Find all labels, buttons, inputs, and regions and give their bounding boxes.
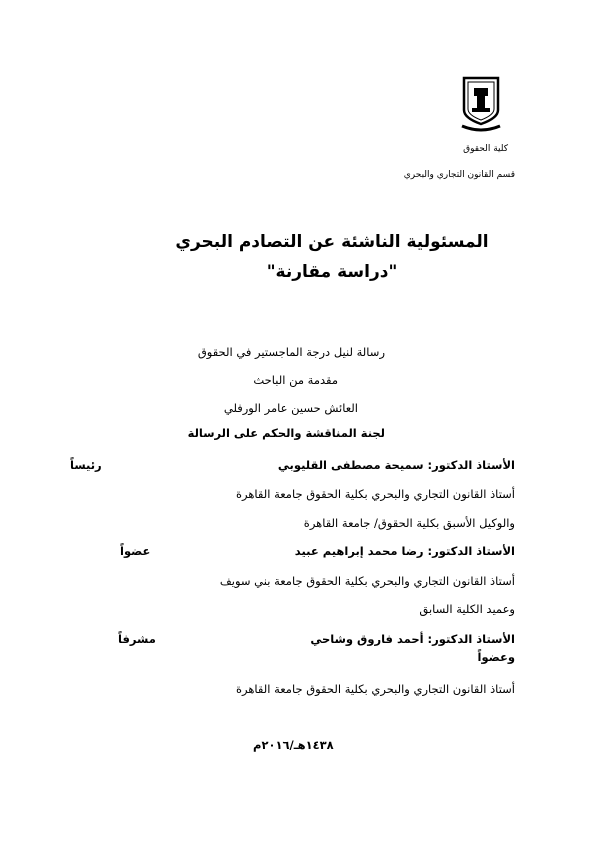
- committee-member-title: والوكيل الأسبق بكلية الحقوق/ جامعة القاهرة: [303, 516, 515, 530]
- committee-member-name: الأستاذ الدكتور: سميحة مصطفى القليوبي: [277, 458, 515, 472]
- committee-member-title: وعميد الكلية السابق: [419, 602, 515, 616]
- presented-by: مقدمة من الباحث: [253, 373, 338, 387]
- committee-member-role: رئيساً: [70, 458, 102, 472]
- committee-member-role-2: وعضواً: [477, 650, 515, 664]
- thesis-purpose: رسالة لنيل درجة الماجستير في الحقوق: [197, 345, 385, 359]
- committee-heading: لجنة المناقشة والحكم على الرسالة: [187, 426, 385, 440]
- committee-member-title: أستاذ القانون التجاري والبحري بكلية الحقوق جامعة القاهرة: [235, 682, 515, 696]
- committee-member-name: الأستاذ الدكتور: رضا محمد إبراهيم عبيد: [294, 544, 515, 558]
- faculty-name: كلية الحقوق: [463, 144, 508, 154]
- committee-member-name: الأستاذ الدكتور: أحمد فاروق وشاحي: [310, 632, 515, 646]
- cairo-university-logo: [458, 74, 504, 134]
- thesis-title: المسئولية الناشئة عن التصادم البحري: [175, 232, 489, 252]
- department-name: قسم القانون التجاري والبحري: [403, 170, 515, 180]
- thesis-subtitle: "دراسة مقارنة": [266, 262, 398, 282]
- researcher-name: العائش حسين عامر الورفلي: [223, 401, 358, 415]
- thesis-date: ١٤٣٨هـ/٢٠١٦م: [253, 738, 334, 752]
- committee-member-title: أستاذ القانون التجاري والبحري بكلية الحقوق جامعة القاهرة: [235, 487, 515, 501]
- committee-member-role: مشرفاً: [118, 632, 156, 646]
- committee-member-title: أستاذ القانون التجاري والبحري بكلية الحقوق جامعة بني سويف: [219, 574, 515, 588]
- committee-member-role: عضواً: [120, 544, 151, 558]
